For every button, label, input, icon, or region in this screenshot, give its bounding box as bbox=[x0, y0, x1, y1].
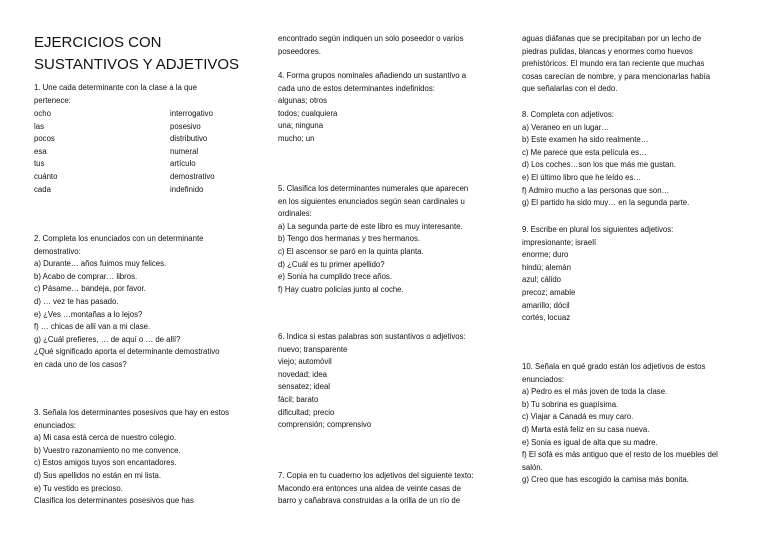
text-line: d) … vez te has pasado. bbox=[34, 296, 119, 306]
text-line: que señalarlas con el dedo. bbox=[522, 84, 618, 94]
text-line: a) Durante… años fuimos muy felices. bbox=[34, 259, 167, 269]
exercise-3 bbox=[34, 407, 229, 508]
text-line: precoz; amable bbox=[522, 287, 576, 297]
text-line: e) Sonia es igual de alta que su madre. bbox=[522, 437, 658, 447]
text-line: b) Tengo dos hermanas y tres hermanos. bbox=[278, 234, 421, 244]
exercise-1-pairs bbox=[34, 108, 244, 196]
text-line: d) Marta está feliz en su casa nueva. bbox=[522, 424, 650, 434]
exercise-6 bbox=[278, 331, 466, 432]
determiner-class: indefinido bbox=[170, 184, 204, 194]
match-row bbox=[34, 146, 244, 159]
match-row bbox=[34, 158, 244, 171]
determiner-class: numeral bbox=[170, 146, 199, 156]
text-line: comprensión; comprensivo bbox=[278, 420, 372, 430]
match-row bbox=[34, 121, 244, 134]
text-line: a) Mi casa está cerca de nuestro colegio. bbox=[34, 433, 177, 443]
text-line: a) Pedro es el más joven de toda la clase. bbox=[522, 387, 668, 397]
determiner: pocos bbox=[34, 134, 55, 144]
determiner: ocho bbox=[34, 109, 51, 118]
text-line: Clasifica los determinantes posesivos que has bbox=[34, 496, 194, 506]
text-line: encontrado según indiquen un solo poseedor o varios bbox=[278, 34, 464, 43]
text-line: enunciados: bbox=[34, 420, 77, 430]
text-line: d) Los coches…son los que más me gustan. bbox=[522, 160, 676, 170]
exercise-8 bbox=[522, 109, 689, 210]
determiner-class: posesivo bbox=[170, 121, 201, 131]
text-line: poseedores. bbox=[278, 46, 321, 56]
text-line: f) Admiro mucho a las personas que son… bbox=[522, 185, 670, 195]
exercise-7 bbox=[278, 470, 473, 508]
text-line: g) El partido ha sido muy… en la segunda parte. bbox=[522, 198, 690, 208]
determiner-class: artículo bbox=[170, 159, 196, 169]
determiner: cada bbox=[34, 184, 51, 194]
determiner-class: interrogativo bbox=[170, 109, 213, 118]
text-line: b) Vuestro razonamiento no me convence. bbox=[34, 445, 181, 455]
text-line: Macondo era entonces una aldea de veinte casas de bbox=[278, 483, 461, 493]
text-line: d) ¿Cuál es tu primer apellido? bbox=[278, 259, 385, 269]
determiner: tus bbox=[34, 159, 45, 169]
text-line: 8. Completa con adjetivos: bbox=[522, 110, 614, 119]
exercise-9 bbox=[522, 224, 673, 325]
text-line: salón. bbox=[522, 462, 543, 472]
determiner: esa bbox=[34, 146, 47, 156]
text-line: en los siguientes enunciados según sean cardinales u bbox=[278, 196, 465, 206]
document-title: EJERCICIOS CON SUSTANTIVOS Y ADJETIVOS bbox=[34, 34, 240, 73]
text-line: c) Viajar a Canadá es muy caro. bbox=[522, 412, 634, 422]
text-line: mucho; un bbox=[278, 133, 315, 143]
text-line: en cada uno de los casos? bbox=[34, 359, 127, 369]
text-line: prehistóricos. El mundo era tan reciente que muchas bbox=[522, 59, 705, 69]
exercise-4 bbox=[278, 70, 466, 146]
text-line: amarillo; dócil bbox=[522, 300, 570, 310]
text-line: 7. Copia en tu cuaderno los adjetivos del siguiente texto: bbox=[278, 471, 474, 480]
text-line: fácil; barato bbox=[278, 394, 319, 404]
exercise-5 bbox=[278, 183, 468, 296]
text-line: sensatez; ideal bbox=[278, 382, 331, 392]
exercise-1 bbox=[34, 82, 197, 107]
text-line: aguas diáfanas que se precipitaban por un lecho de bbox=[522, 34, 702, 43]
text-line: azul; cálido bbox=[522, 275, 562, 285]
text-line: demostrativo: bbox=[34, 246, 81, 256]
text-line: b) Acabo de comprar… libros. bbox=[34, 271, 138, 281]
text-line: e) El último libro que he leído es… bbox=[522, 172, 642, 182]
text-line: novedad; idea bbox=[278, 369, 327, 379]
text-line: f) Hay cuatro policías junto al coche. bbox=[278, 284, 404, 294]
text-line: a) Veraneo en un lugar… bbox=[522, 122, 610, 132]
text-line: nuevo; transparente bbox=[278, 344, 348, 354]
text-line: todos; cualquiera bbox=[278, 108, 338, 118]
text-line: viejo; automóvil bbox=[278, 357, 332, 367]
text-line: c) Pásame… bandeja, por favor. bbox=[34, 284, 146, 294]
text-line: f) El sofá es más antiguo que el resto de los muebles del bbox=[522, 450, 718, 460]
text-line: ordinales: bbox=[278, 209, 312, 219]
text-line: 10. Señala en qué grado están los adjetivos de estos bbox=[522, 362, 706, 371]
text-line: 2. Completa los enunciados con un determinante bbox=[34, 234, 204, 243]
text-line: enunciados: bbox=[522, 374, 565, 384]
text-line: cosas carecían de nombre, y para mencionarlas había bbox=[522, 71, 711, 81]
text-line: e) ¿Ves …montañas a lo lejos? bbox=[34, 309, 143, 319]
text-line: barro y cañabrava construidas a la orilla de un río de bbox=[278, 496, 461, 506]
determiner-class: distributivo bbox=[170, 134, 208, 144]
text-line: piedras pulidas, blancas y enormes como huevos bbox=[522, 46, 693, 56]
text-line: 4. Forma grupos nominales añadiendo un sustantivo a bbox=[278, 71, 467, 80]
text-line: una; ninguna bbox=[278, 121, 324, 131]
match-row bbox=[34, 108, 244, 121]
text-line: cortés, locuaz bbox=[522, 313, 571, 323]
text-line: dificultad; precio bbox=[278, 407, 335, 417]
text-line: 5. Clasifica los determinantes numerales que aparecen bbox=[278, 184, 469, 193]
text-line: c) Estos amigos tuyos son encantadores. bbox=[34, 458, 177, 468]
exercise-7-continued bbox=[522, 33, 710, 96]
text-line: 6. Indica si estas palabras son sustantivos o adjetivos: bbox=[278, 332, 466, 341]
determiner: las bbox=[34, 121, 44, 131]
text-line: algunas; otros bbox=[278, 96, 327, 106]
text-line: b) Este examen ha sido realmente… bbox=[522, 135, 649, 145]
text-line: impresionante; israelí bbox=[522, 237, 597, 247]
text-line: a) La segunda parte de este libro es muy interesante. bbox=[278, 221, 463, 231]
match-row bbox=[34, 171, 244, 184]
text-line: enorme; duro bbox=[522, 250, 569, 260]
exercise-3-continued bbox=[278, 33, 464, 58]
text-line: c) El ascensor se paró en la quinta planta. bbox=[278, 246, 424, 256]
text-line: ¿Qué significado aporta el determinante demostrativo bbox=[34, 347, 220, 357]
text-line: g) ¿Cuál prefieres, … de aquí o … de allí? bbox=[34, 334, 181, 344]
text-line: 3. Señala los determinantes posesivos que hay en estos bbox=[34, 408, 230, 417]
text-line: cada uno de estos determinantes indefinidos: bbox=[278, 83, 435, 93]
text-line: d) Sus apellidos no están en mi lista. bbox=[34, 470, 161, 480]
determiner-class: demostrativo bbox=[170, 171, 215, 181]
exercise-2 bbox=[34, 233, 220, 372]
text-line: b) Tu sobrina es guapísima. bbox=[522, 399, 619, 409]
determiner: cuánto bbox=[34, 171, 58, 181]
text-line: e) Tu vestido es precioso. bbox=[34, 483, 123, 493]
text-line: e) Sonia ha cumplido trece años. bbox=[278, 272, 392, 282]
text-line: f) … chicas de allí van a mi clase. bbox=[34, 322, 151, 332]
text-line: 1. Une cada determinante con la clase a la que bbox=[34, 83, 197, 92]
text-line: 9. Escribe en plural los siguientes adjetivos: bbox=[522, 225, 674, 234]
text-line: hindú; alemán bbox=[522, 262, 571, 272]
match-row bbox=[34, 184, 244, 197]
match-row bbox=[34, 133, 244, 146]
text-line: g) Creo que has escogido la camisa más bonita. bbox=[522, 475, 689, 485]
exercise-10 bbox=[522, 361, 718, 487]
text-line: c) Me parece que esta película es… bbox=[522, 147, 647, 157]
text-line: pertenece: bbox=[34, 95, 71, 105]
